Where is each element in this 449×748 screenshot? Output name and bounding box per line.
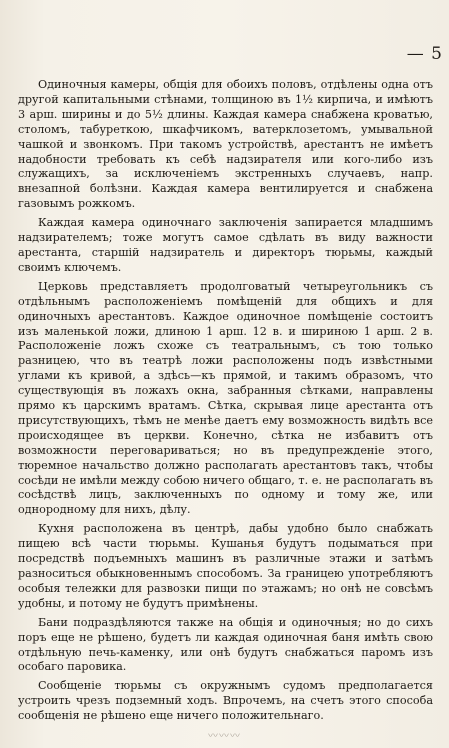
paragraph-court-passage: Сообщеніе тюрьмы съ окружнымъ судомъ предполагается устроить чрезъ подземный ходъ. Впрочемъ, на счетъ этого способа сообщенія не рѣшено еще ничего положительнаго. xyxy=(18,679,433,723)
paragraph-church: Церковь представляетъ продолговатый четыреугольникъ съ отдѣльнымъ расположеніемъ помѣщеній для общихъ и для одиночныхъ арестантовъ. Каждое одиночное помѣщеніе состоитъ изъ маленькой ложи, длиною 1 арш. 12 в. и шириною 1 арш. 2 в. Расположеніе ложъ схоже съ театральнымъ, съ тою только разницею, что въ театрѣ ложи расположены подъ извѣстными углами къ кривой, а здѣсь—къ прямой, и такимъ образомъ, что существующія въ ложахъ окна, забранныя сѣтками, направлены прямо къ царскимъ вратамъ. Сѣтка, скрывая лице арестанта отъ присутствующихъ, тѣмъ не менѣе даетъ ему возможность видѣть все происходящее въ церкви. Конечно, сѣтка не избавитъ отъ возможности переговариваться; но въ предупрежденіе этого, тюремное начальство должно располагать арестантовъ такъ, чтобы сосѣди не имѣли между собою ничего общаго, т. е. не располагать въ сосѣдствѣ лицъ, заключенныхъ по одному и тому же, или однородному для нихъ, дѣлу. xyxy=(18,279,433,517)
paragraph-locking: Каждая камера одиночнаго заключенія запирается младшимъ надзирателемъ; тоже могутъ самое сдѣлать въ виду важности арестанта, старшій надзиратель и директоръ тюрьмы, каждый своимъ ключемъ. xyxy=(18,216,433,274)
footer-ornament-icon: 〰〰〰 xyxy=(208,731,241,742)
paragraph-kitchen: Кухня расположена въ центрѣ, дабы удобно было снабжать пищею всѣ части тюрьмы. Кушанья будутъ подыматься при посредствѣ подъемныхъ машинъ въ различные этажи и затѣмъ разноситься обыкновеннымъ способомъ. За границею употребляютъ особыя тележки для развозки пищи по этажамъ; но онѣ не совсѣмъ удобны, и потому не будутъ примѣнены. xyxy=(18,522,433,610)
page-number: — 5 xyxy=(406,44,443,64)
paragraph-baths: Бани подраздѣляются также на общія и одиночныя; но до сихъ поръ еще не рѣшено, будетъ ли каждая одиночная баня имѣть свою отдѣльную печь-каменку, или онѣ будутъ снабжаться паромъ изъ особаго паровика. xyxy=(18,615,433,674)
paragraph-cells: Одиночныя камеры, общія для обоихъ половъ, отдѣлены одна отъ другой капитальными стѣнами, толщиною въ 1½ кирпича, и имѣютъ 3 арш. ширины и до 5½ длины. Каждая камера снабжена кроватью, столомъ, табуреткою, шкафчикомъ, ватерклозетомъ, умывальной чашкой и звонкомъ. При такомъ устройствѣ, арестантъ не имѣетъ надобности требовать къ себѣ надзирателя или кого-либо изъ служащихъ, за исключеніемъ экстренныхъ случаевъ, напр. внезапной болѣзни. Каждая камера вентилируется и снабжена газовымъ рожкомъ. xyxy=(18,78,433,211)
